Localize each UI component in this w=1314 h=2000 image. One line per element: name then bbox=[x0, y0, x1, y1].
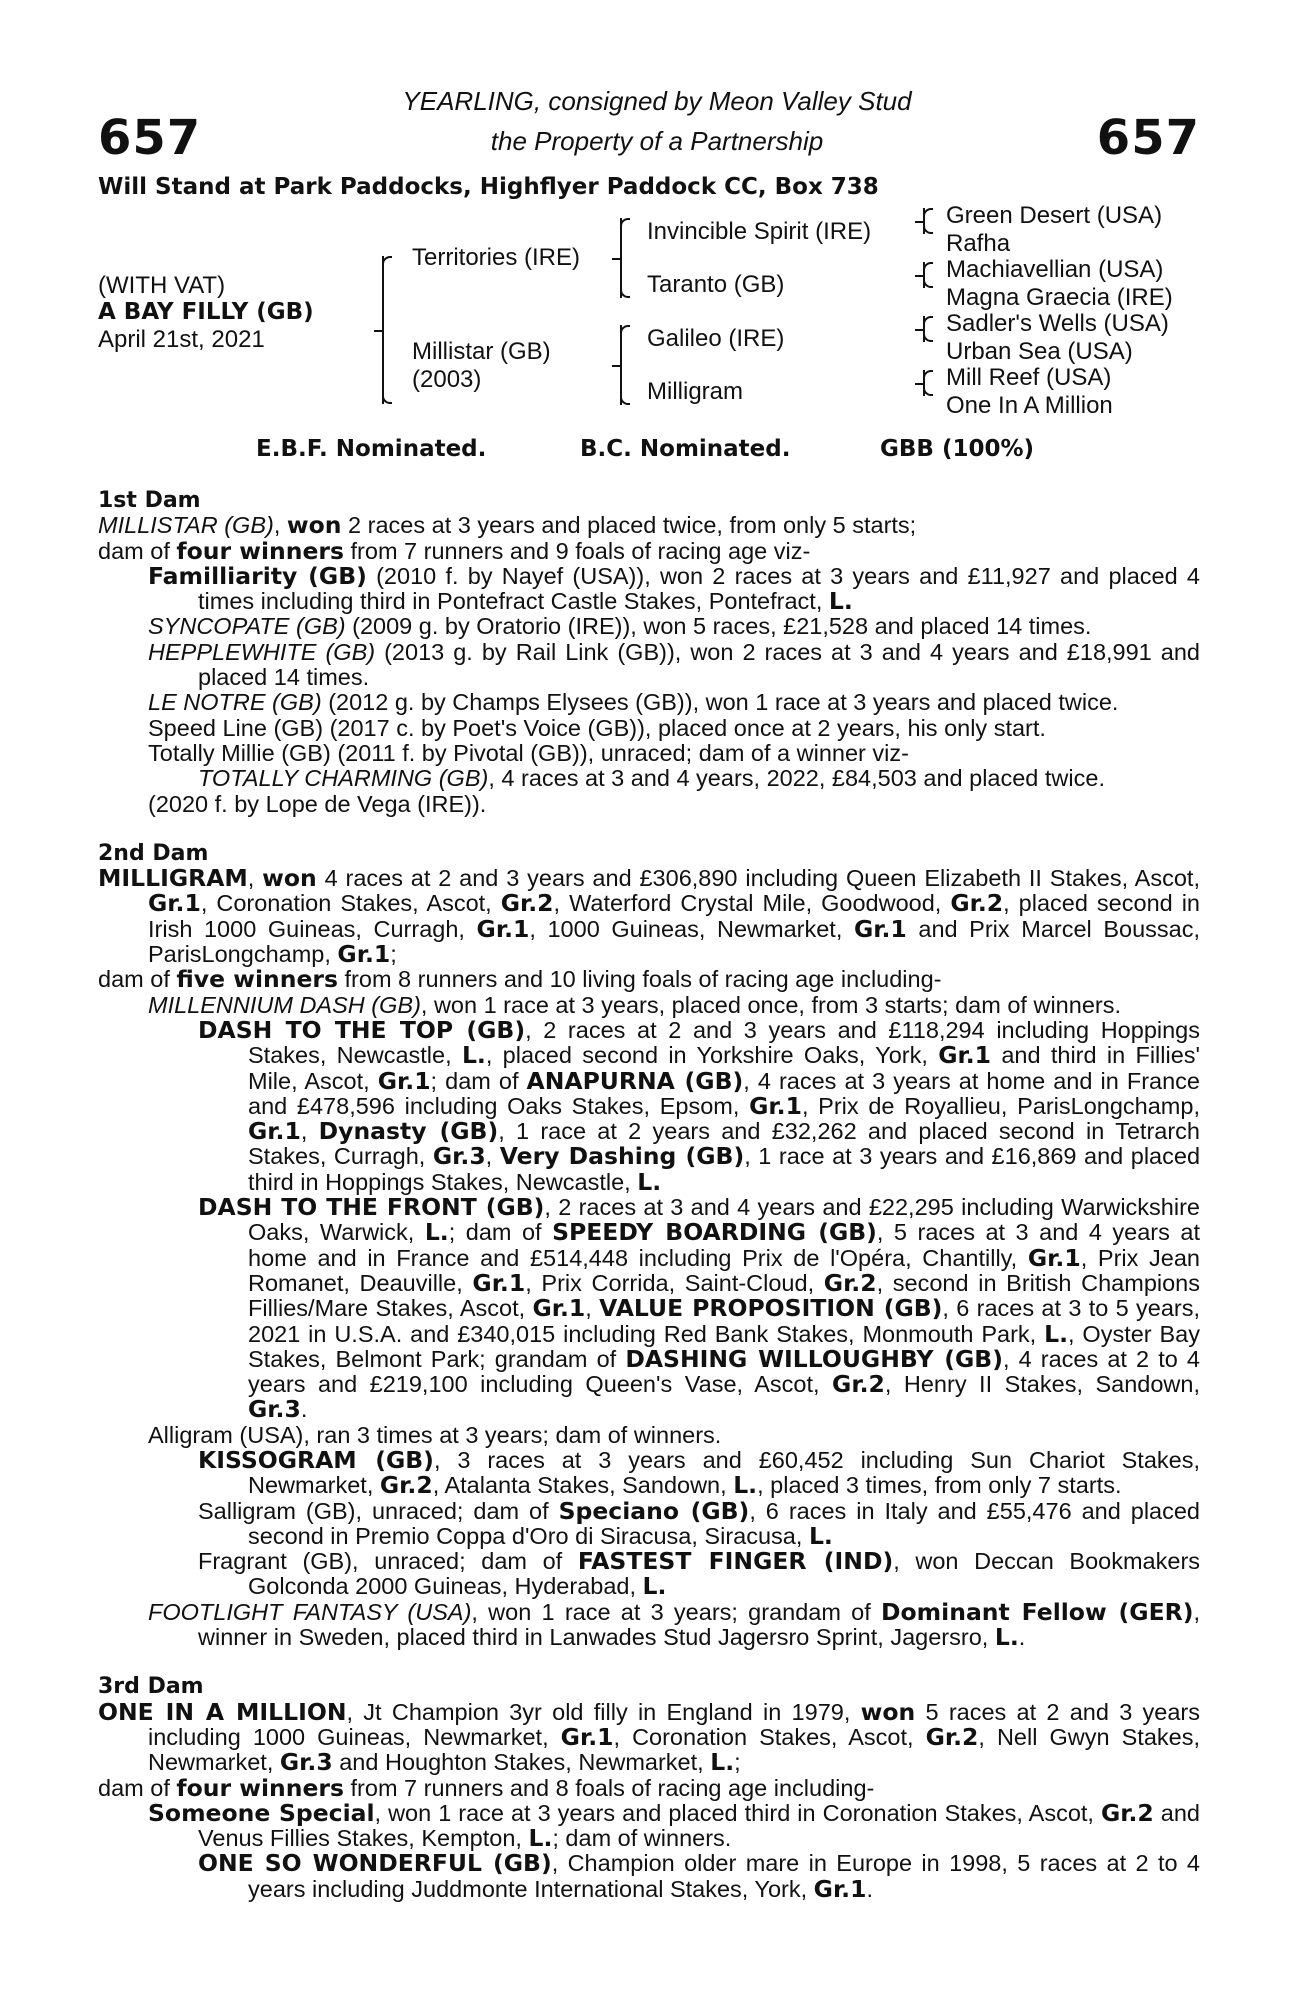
bold-text: L. bbox=[994, 1623, 1019, 1652]
text-run: , Coronation Stakes, Ascot, bbox=[613, 1723, 926, 1750]
pedigree-entry bbox=[98, 536, 1200, 565]
text-run: from 7 runners and 9 foals of racing age viz- bbox=[344, 537, 811, 564]
gen3-8: One In A Million bbox=[946, 392, 1113, 419]
bold-text: ANAPURNA (GB) bbox=[526, 1066, 744, 1095]
text-run: (2009 g. by Oratorio (IRE)), won 5 races, £21,528 and placed 14 times. bbox=[345, 613, 1092, 640]
text-run: , bbox=[300, 1118, 319, 1145]
text-run: Fragrant (GB), unraced; dam of bbox=[198, 1548, 578, 1575]
catalogue-pedigree-body bbox=[98, 482, 1200, 1902]
pedigree-entry bbox=[98, 1445, 1201, 1500]
italic-text: FOOTLIGHT FANTASY (USA) bbox=[148, 1598, 472, 1625]
gen3-6: Urban Sea (USA) bbox=[946, 338, 1133, 365]
pedigree-entry bbox=[98, 741, 1200, 766]
text-run: . bbox=[866, 1875, 873, 1902]
text-run: and third in Fillies' Mile, Ascot, bbox=[248, 1042, 1201, 1094]
bold-text: Gr.2 bbox=[1100, 1798, 1154, 1827]
bold-text: DASH TO THE FRONT (GB) bbox=[198, 1193, 545, 1222]
pedigree-entry bbox=[98, 614, 1200, 639]
bc-nomination: B.C. Nominated. bbox=[580, 436, 791, 462]
vat-note: (WITH VAT) bbox=[98, 272, 226, 299]
text-run: Salligram (GB), unraced; dam of bbox=[198, 1497, 559, 1524]
lot-number-right: 657 bbox=[1096, 110, 1200, 166]
text-run: , 4 races at 3 years at home and in France and £478,596 including Oaks Stakes, Epsom, bbox=[248, 1067, 1200, 1119]
pedigree-entry bbox=[98, 1423, 1200, 1448]
pedigree-bracket-3c bbox=[923, 316, 925, 342]
text-run: , placed second in Irish 1000 Guineas, Curragh, bbox=[148, 890, 1201, 942]
gen3-5: Sadler's Wells (USA) bbox=[946, 310, 1169, 337]
pedigree-entry bbox=[98, 561, 1200, 616]
italic-text: SYNCOPATE (GB) bbox=[148, 613, 346, 640]
text-run: dam of bbox=[98, 966, 177, 993]
bold-text: L. bbox=[808, 1521, 833, 1550]
text-run: , Prix Jean Romanet, Deauville, bbox=[248, 1244, 1200, 1296]
section-heading: 1st Dam bbox=[98, 488, 201, 513]
pedigree-entry bbox=[98, 1496, 1200, 1550]
pedigree-bracket-3b bbox=[923, 262, 925, 288]
text-run: 2 races at 3 years and placed twice, from only 5 starts; bbox=[341, 512, 917, 539]
bold-text: Gr.1 bbox=[532, 1294, 586, 1323]
bold-text: won bbox=[262, 864, 317, 893]
text-run: Alligram (USA), ran 3 times at 3 years; dam of winners. bbox=[148, 1421, 722, 1448]
bold-text: Gr.2 bbox=[500, 889, 554, 918]
bold-text: Gr.2 bbox=[950, 889, 1004, 918]
bold-text: ONE IN A MILLION bbox=[98, 1697, 347, 1726]
pedigree-bracket-2b bbox=[620, 325, 622, 405]
pedigree-entry bbox=[98, 993, 1200, 1018]
text-run: ; dam of bbox=[448, 1219, 553, 1246]
pedigree-entry bbox=[98, 640, 1200, 691]
text-run: , 4 races at 2 to 4 years and £219,100 including Queen's Vase, Ascot, bbox=[248, 1345, 1200, 1398]
text-run: ; dam of bbox=[430, 1067, 527, 1094]
pedigree-entry bbox=[98, 513, 1200, 538]
property-line: the Property of a Partnership bbox=[490, 126, 824, 156]
bold-text: L. bbox=[828, 587, 853, 616]
ebf-nomination: E.B.F. Nominated. bbox=[256, 436, 487, 462]
section-heading: 3rd Dam bbox=[98, 1674, 204, 1700]
pedigree-entry bbox=[98, 766, 1200, 791]
text-run: , bbox=[273, 512, 287, 539]
pedigree-entry bbox=[98, 1549, 1200, 1600]
bold-text: Dynasty (GB) bbox=[318, 1117, 499, 1146]
pedigree-entry bbox=[98, 967, 1200, 992]
pedigree-entry bbox=[98, 716, 1200, 741]
text-run: (2010 f. by Nayef (USA)), won 2 races at 3 years and £11,927 and placed 4 times including third in Pontefract Castle Stakes, Pontefract, bbox=[198, 562, 1200, 615]
text-run: , Champion older mare in Europe in 1998, 5 races at 2 to 4 years including Juddmonte International Stakes, York, bbox=[248, 1850, 1200, 1902]
bold-text: Gr.3 bbox=[248, 1395, 301, 1424]
gen3-1: Green Desert (USA) bbox=[946, 202, 1163, 229]
text-run: , second in British Champions Fillies/Mare Stakes, Ascot, bbox=[248, 1269, 1200, 1322]
text-run: ; bbox=[734, 1749, 741, 1776]
pedigree-entry bbox=[98, 1798, 1200, 1853]
bold-text: Gr.1 bbox=[148, 889, 201, 918]
text-run: , 4 races at 3 and 4 years, 2022, £84,503 and placed twice. bbox=[488, 765, 1105, 792]
pedigree-bracket-2a bbox=[620, 218, 622, 298]
pedigree-entry bbox=[98, 1597, 1201, 1652]
italic-text: TOTALLY CHARMING (GB) bbox=[198, 765, 489, 792]
bold-text: Gr.2 bbox=[832, 1370, 885, 1399]
bold-text: Gr.1 bbox=[476, 914, 530, 943]
bold-text: Gr.1 bbox=[1027, 1243, 1081, 1272]
text-run: , Oyster Bay Stakes, Belmont Park; grandam of bbox=[248, 1320, 1200, 1372]
dam-name: Millistar (GB) bbox=[412, 338, 551, 365]
gbb-status: GBB (100%) bbox=[880, 436, 1035, 462]
text-run: , bbox=[585, 1295, 600, 1322]
gen3-2: Rafha bbox=[946, 230, 1011, 257]
text-run: , bbox=[485, 1143, 500, 1170]
text-run: , 1000 Guineas, Newmarket, bbox=[529, 915, 854, 942]
text-run: , Waterford Crystal Mile, Goodwood, bbox=[553, 890, 951, 917]
bold-text: Gr.2 bbox=[379, 1471, 433, 1500]
dam-dam: Milligram bbox=[647, 378, 743, 405]
bold-text: L. bbox=[710, 1748, 735, 1777]
text-run: , Henry II Stakes, Sandown, bbox=[884, 1371, 1200, 1398]
pedigree-entry bbox=[98, 792, 1200, 817]
bold-text: KISSOGRAM (GB) bbox=[198, 1445, 434, 1474]
text-run: and Venus Fillies Stakes, Kempton, bbox=[198, 1799, 1200, 1852]
bold-text: four winners bbox=[176, 1773, 344, 1802]
consignor-line: YEARLING, consigned by Meon Valley Stud bbox=[402, 86, 912, 116]
pedigree-bracket-3a bbox=[923, 208, 925, 234]
text-run: dam of bbox=[98, 537, 177, 564]
text-run: dam of bbox=[98, 1774, 177, 1801]
text-run: , 1 race at 3 years and £16,869 and placed third in Hoppings Stakes, Newcastle, bbox=[248, 1143, 1201, 1195]
bold-text: Gr.1 bbox=[472, 1268, 526, 1297]
text-run: , bbox=[247, 865, 263, 892]
text-run: , Coronation Stakes, Ascot, bbox=[200, 890, 501, 917]
text-run: (2012 g. by Champs Elysees (GB)), won 1 race at 3 years and placed twice. bbox=[321, 689, 1119, 716]
text-run: , 1 race at 2 years and £32,262 and placed second in Tetrarch Stakes, Curragh, bbox=[248, 1118, 1200, 1170]
bold-text: Dominant Fellow (GER) bbox=[881, 1597, 1194, 1626]
bold-text: five winners bbox=[176, 965, 338, 994]
bold-text: Gr.1 bbox=[560, 1722, 614, 1751]
text-run: (2013 g. by Rail Link (GB)), won 2 races at 3 and 4 years and £18,991 and placed 14 times. bbox=[198, 638, 1200, 691]
text-run: and Prix Marcel Boussac, ParisLongchamp, bbox=[148, 915, 1201, 968]
pedigree-entry bbox=[98, 690, 1200, 715]
bold-text: L. bbox=[528, 1824, 553, 1853]
text-run: , Jt Champion 3yr old filly in England in 1979, bbox=[346, 1698, 861, 1725]
pedigree-bracket-1 bbox=[382, 256, 384, 404]
text-run: from 8 runners and 10 living foals of racing age including- bbox=[337, 966, 942, 993]
dam-sire: Galileo (IRE) bbox=[647, 325, 785, 352]
bold-text: L. bbox=[461, 1041, 486, 1070]
pedigree-entry bbox=[98, 1195, 1200, 1423]
bold-text: SPEEDY BOARDING (GB) bbox=[552, 1218, 877, 1247]
italic-text: MILLENNIUM DASH (GB) bbox=[148, 991, 421, 1018]
bold-text: Gr.1 bbox=[377, 1066, 431, 1095]
bold-text: L. bbox=[424, 1218, 449, 1247]
text-run: , won 1 race at 3 years; grandam of bbox=[471, 1598, 882, 1625]
text-run: , 5 races at 3 and 4 years at home and in France and £514,448 including Prix de l'Opéra, Chantilly, bbox=[248, 1219, 1200, 1271]
bold-text: L. bbox=[642, 1572, 667, 1601]
bold-text: Gr.2 bbox=[925, 1722, 979, 1751]
gen3-7: Mill Reef (USA) bbox=[946, 364, 1112, 391]
text-run: , winner in Sweden, placed third in Lanwades Stud Jagersro Sprint, Jagersro, bbox=[198, 1598, 1201, 1651]
text-run: , Atalanta Stakes, Sandown, bbox=[432, 1472, 734, 1499]
text-run: , won Deccan Bookmakers Golconda 2000 Guineas, Hyderabad, bbox=[248, 1548, 1201, 1600]
pedigree-entry bbox=[98, 866, 1200, 967]
text-run: , 3 races at 3 years and £60,452 including Sun Chariot Stakes, Newmarket, bbox=[248, 1446, 1201, 1499]
bold-text: MILLIGRAM bbox=[98, 864, 248, 893]
bold-text: Gr.1 bbox=[337, 940, 391, 969]
bold-text: Gr.3 bbox=[432, 1142, 486, 1171]
section-heading: 2nd Dam bbox=[98, 840, 209, 866]
bold-text: Someone Special bbox=[148, 1798, 375, 1827]
text-run: 4 races at 2 and 3 years and £306,890 including Queen Elizabeth II Stakes, Ascot, bbox=[316, 865, 1200, 892]
bold-text: L. bbox=[1044, 1319, 1068, 1348]
bold-text: ONE SO WONDERFUL (GB) bbox=[198, 1849, 552, 1878]
bold-text: won bbox=[860, 1697, 916, 1726]
text-run: ; bbox=[390, 941, 397, 968]
text-run: Speed Line (GB) (2017 c. by Poet's Voice (GB)), placed once at 2 years, his only start. bbox=[148, 714, 1046, 741]
gen3-3: Machiavellian (USA) bbox=[946, 256, 1164, 283]
lot-name: A BAY FILLY (GB) bbox=[98, 299, 314, 325]
bold-text: DASHING WILLOUGHBY (GB) bbox=[625, 1344, 1003, 1373]
text-run: , Prix de Royallieu, ParisLongchamp, bbox=[801, 1092, 1200, 1119]
italic-text: LE NOTRE (GB) bbox=[148, 689, 322, 716]
foaling-date: April 21st, 2021 bbox=[98, 326, 265, 353]
text-run: , Nell Gwyn Stakes, Newmarket, bbox=[148, 1723, 1200, 1776]
stand-location: Will Stand at Park Paddocks, Highflyer Paddock CC, Box 738 bbox=[98, 174, 879, 200]
bold-text: Gr.1 bbox=[813, 1874, 867, 1903]
bold-text: Gr.3 bbox=[279, 1748, 333, 1777]
bold-text: Gr.1 bbox=[749, 1091, 802, 1120]
text-run: . bbox=[1018, 1624, 1026, 1651]
italic-text: MILLISTAR (GB) bbox=[98, 512, 274, 539]
bold-text: Gr.1 bbox=[853, 914, 907, 943]
italic-text: HEPPLEWHITE (GB) bbox=[148, 638, 376, 665]
dam-year: (2003) bbox=[412, 366, 482, 393]
text-run: ; dam of winners. bbox=[552, 1825, 732, 1852]
bold-text: four winners bbox=[176, 536, 344, 565]
bold-text: FASTEST FINGER (IND) bbox=[577, 1547, 894, 1576]
bold-text: Very Dashing (GB) bbox=[499, 1142, 745, 1171]
gen3-4: Magna Graecia (IRE) bbox=[946, 284, 1173, 311]
text-run: , won 1 race at 3 years, placed once, from 3 starts; dam of winners. bbox=[420, 991, 1121, 1018]
bold-text: Familliarity (GB) bbox=[148, 561, 367, 590]
bold-text: L. bbox=[637, 1167, 662, 1196]
pedigree-entry bbox=[98, 1851, 1200, 1902]
text-run: , 6 races in Italy and £55,476 and placed second in Premio Coppa d'Oro di Siracusa, Siracusa, bbox=[248, 1497, 1200, 1549]
sire-dam: Taranto (GB) bbox=[647, 271, 785, 298]
text-run: and Houghton Stakes, Newmarket, bbox=[332, 1749, 711, 1776]
lot-number-left: 657 bbox=[98, 110, 202, 166]
text-run: 5 races at 2 and 3 years including 1000 Guineas, Newmarket, bbox=[148, 1698, 1201, 1750]
bold-text: Speciano (GB) bbox=[558, 1496, 750, 1525]
text-run: . bbox=[300, 1396, 308, 1423]
text-run: , Prix Corrida, Saint-Cloud, bbox=[525, 1269, 824, 1296]
text-run: Totally Millie (GB) (2011 f. by Pivotal (GB)), unraced; dam of a winner viz- bbox=[148, 739, 909, 766]
text-run: , placed second in Yorkshire Oaks, York, bbox=[485, 1042, 939, 1069]
bold-text: Gr.2 bbox=[823, 1268, 877, 1297]
pedigree-entry bbox=[98, 1015, 1201, 1196]
bold-text: DASH TO THE TOP (GB) bbox=[198, 1015, 526, 1044]
bold-text: VALUE PROPOSITION (GB) bbox=[599, 1294, 943, 1323]
pedigree-entry bbox=[98, 1773, 1200, 1802]
bold-text: won bbox=[286, 511, 342, 540]
bold-text: Gr.1 bbox=[938, 1041, 992, 1070]
text-run: , 6 races at 3 to 5 years, 2021 in U.S.A. and £340,015 including Red Bank Stakes, Monmouth Park, bbox=[248, 1295, 1201, 1347]
sire-name: Territories (IRE) bbox=[412, 244, 581, 271]
bold-text: Gr.1 bbox=[248, 1117, 301, 1146]
text-run: , won 1 race at 3 years and placed third in Coronation Stakes, Ascot, bbox=[374, 1799, 1101, 1826]
text-run: (2020 f. by Lope de Vega (IRE)). bbox=[148, 790, 487, 817]
text-run: , 2 races at 3 and 4 years and £22,295 including Warwickshire Oaks, Warwick, bbox=[248, 1194, 1200, 1246]
sire-sire: Invincible Spirit (IRE) bbox=[647, 218, 872, 245]
pedigree-bracket-3d bbox=[923, 370, 925, 396]
text-run: from 7 runners and 8 foals of racing age including- bbox=[344, 1774, 875, 1801]
text-run: , 2 races at 2 and 3 years and £118,294 including Hoppings Stakes, Newcastle, bbox=[248, 1016, 1200, 1069]
pedigree-entry bbox=[98, 1697, 1201, 1777]
bold-text: L. bbox=[733, 1471, 758, 1500]
text-run: , placed 3 times, from only 7 starts. bbox=[757, 1472, 1122, 1499]
